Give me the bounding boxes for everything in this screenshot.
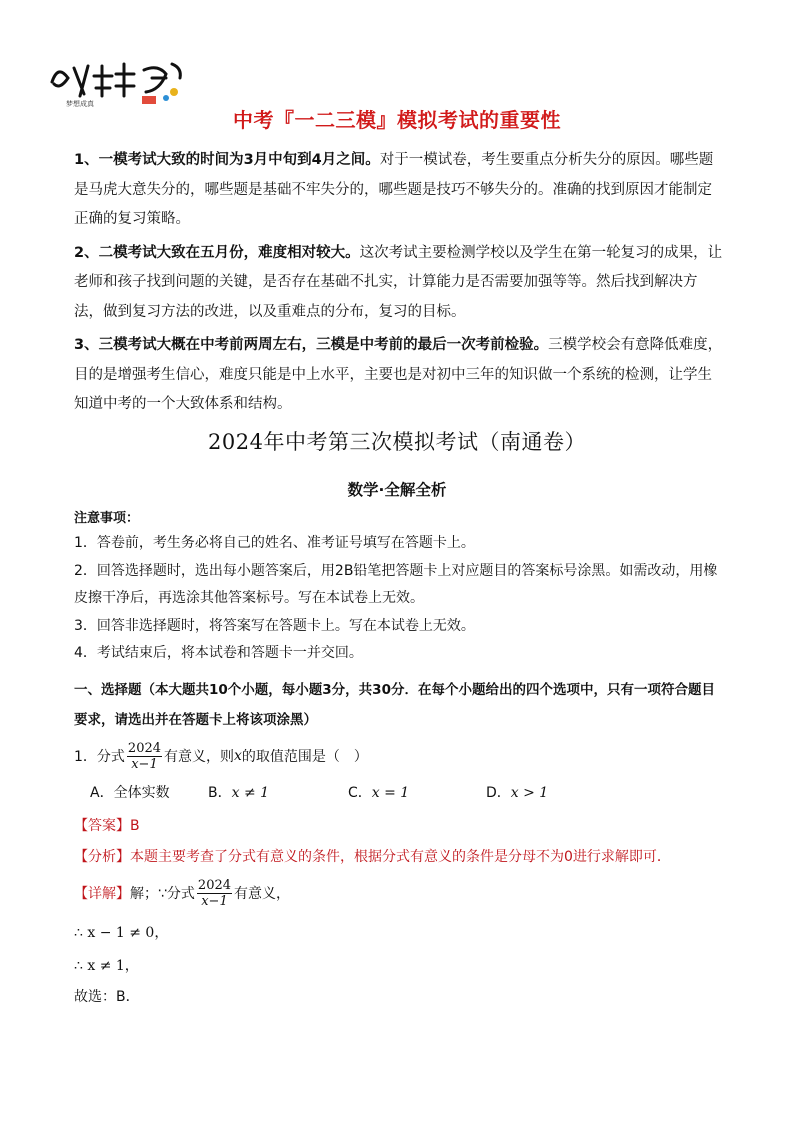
option-c-label: C．: [348, 785, 372, 801]
note-item-3: 3．回答非选择题时，将答案写在答题卡上。写在本试卷上无效。: [74, 617, 475, 634]
intro-2-bold: 2、二模考试大致在五月份，难度相对较大。: [74, 244, 360, 261]
logo: [44, 46, 194, 110]
option-b: [208, 782, 269, 802]
option-d-label: D．: [486, 785, 511, 801]
logo-subtext: 梦想成真: [66, 100, 94, 108]
detail-conclusion: 故选：B．: [74, 989, 140, 1005]
option-b-math: x ≠ 1: [231, 785, 270, 801]
option-a-label: A．全体实数: [90, 785, 170, 801]
question-1: [74, 736, 368, 776]
intro-3-bold: 3、三模考试大概在中考前两周左右，三模是中考前的最后一次考前检验。: [74, 337, 549, 353]
option-d: [486, 782, 548, 802]
q1-fraction: [127, 741, 162, 772]
option-d-math: x > 1: [510, 785, 549, 801]
intro-paragraph-1: [74, 146, 724, 235]
note-item-2: 2．回答选择题时，选出每小题答案后，用2B铅笔把答题卡上对应题目的答案标号涂黑。如需改动，用橡皮擦干净后，再选涂其他答案标号。写在本试卷上无效。: [74, 562, 718, 606]
logo-graphic: [44, 46, 194, 110]
answer-value: B: [130, 818, 140, 834]
notes-section: [74, 508, 724, 668]
answer-line: [74, 815, 140, 835]
banner-title: 中考『一二三模』模拟考试的重要性: [233, 108, 561, 132]
intro-2-text: 这次考试主要检测学校以及学生在第一轮复习的成果，让老师和孩子找到问题的关键，是否存在基础不扎实，计算能力是否需要加强等等。然后找到解决方法，做到复习方法的改进，以及重难点的分布，复习的目标。: [74, 244, 723, 320]
detail-step-1: ∴ x − 1 ≠ 0，: [74, 925, 169, 941]
q1-numerator: 2024: [127, 740, 162, 756]
intro-1-bold: 1、一模考试大致的时间为3月中旬到4月之间。: [74, 152, 380, 168]
option-a: [90, 782, 170, 802]
notes-heading: 注意事项：: [74, 511, 140, 526]
intro-3-text: 三模学校会有意降低难度，目的是增强考生信心，难度只能是中上水平，主要也是对初中三年的知识做一个系统的检测，让学生知道中考的一个大致体系和结构。: [74, 337, 723, 412]
intro-paragraph-3: [74, 331, 724, 420]
intro-paragraph-2: [74, 239, 724, 328]
intro-1-text: 对于一模试卷，考生要重点分析失分的原因。哪些题是马虎大意失分的，哪些题是基础不牢失分的，哪些题是技巧不够失分的。准确的找到原因才能制定正确的复习策略。: [74, 152, 714, 227]
detail-lead: 解；∵分式: [130, 886, 195, 902]
q1-denominator: x−1: [131, 756, 158, 772]
detail-line: [74, 874, 290, 912]
exam-subtitle: 数学·全解全析: [347, 481, 447, 499]
detail-denominator: x−1: [201, 893, 228, 909]
option-c: [348, 782, 409, 802]
analysis-tag: 【分析】: [74, 849, 130, 865]
detail-numerator: 2024: [197, 877, 232, 893]
detail-step-2: ∴ x ≠ 1，: [74, 958, 139, 974]
q1-prefix: 1．分式: [74, 749, 125, 765]
intro-section: [74, 146, 724, 424]
answer-tag: 【答案】: [74, 818, 130, 834]
option-c-math: x = 1: [371, 785, 410, 801]
exam-title: 2024年中考第三次模拟考试（南通卷）: [208, 430, 586, 454]
analysis-line: [74, 846, 671, 866]
note-item-1: 1．答卷前，考生务必将自己的姓名、准考证号填写在答题卡上。: [74, 535, 475, 551]
section-text: 一、选择题（本大题共10个小题，每小题3分，共30分．在每个小题给出的四个选项中，只有一项符合题目要求，请选出并在答题卡上将该项涂黑）: [74, 682, 715, 728]
detail-fraction: [197, 878, 232, 909]
section-heading: [74, 675, 724, 735]
q1-mid: 有意义，则: [164, 749, 235, 765]
analysis-text: 本题主要考查了分式有意义的条件，根据分式有意义的条件是分母不为0进行求解即可．: [130, 849, 671, 865]
detail-tail: 有意义，: [234, 886, 291, 902]
option-b-label: B．: [208, 785, 232, 801]
note-item-4: 4．考试结束后，将本试卷和答题卡一并交回。: [74, 645, 363, 661]
q1-variable: x: [234, 748, 242, 764]
detail-tag: 【详解】: [74, 886, 130, 902]
q1-suffix: 的取值范围是（ ）: [241, 749, 368, 765]
